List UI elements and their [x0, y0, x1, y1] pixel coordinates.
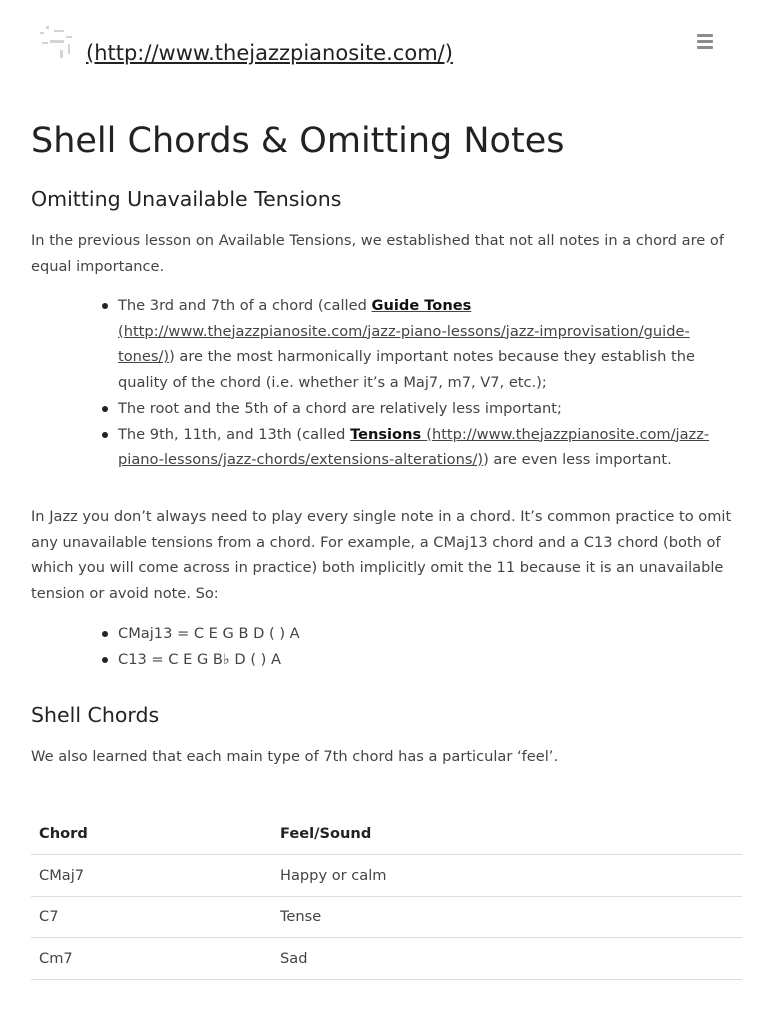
table-row — [31, 855, 742, 897]
list-item: The 9th, 11th, and 13th (called Tensions (http://www.thejazzpianosite.com/jazz-piano-lessons/jazz-chords/extensions-alterations/)) are even less important. — [118, 422, 738, 473]
guide-tones-link[interactable]: Guide Tones (http://www.thejazzpianosite.com/jazz-piano-lessons/jazz-improvisation/guide-tones/) — [118, 297, 690, 366]
list-item: CMaj13 = C E G B D ( ) A — [118, 621, 738, 647]
intro-paragraph: In the previous lesson on Available Tensions, we established that not all notes in a chord are of equal importance. — [31, 232, 724, 275]
table-row — [31, 938, 742, 980]
table-cell: Sad — [272, 938, 742, 980]
table-row — [31, 896, 742, 938]
site-home-link[interactable]: (http://www.thejazzpianosite.com/) — [86, 41, 453, 65]
list-item: C13 = C E G B♭ D ( ) A — [118, 647, 738, 673]
omit-tensions-paragraph: In Jazz you don’t always need to play every single note in a chord. It’s common practice to omit any unavailable tensions from a chord. For example, a CMaj13 chord and a C13 chord (both of which you will come across in practice) both implicitly omit the 11 because it is an unavailable tension or avoid note. So: — [31, 508, 732, 603]
list-item: The root and the 5th of a chord are relatively less important; — [118, 396, 738, 422]
chord-feel-table — [31, 813, 742, 980]
site-logo-icon[interactable] — [36, 22, 90, 64]
section-heading-omitting: Omitting Unavailable Tensions — [31, 187, 342, 211]
section-heading-shell-chords: Shell Chords — [31, 703, 160, 727]
feel-paragraph: We also learned that each main type of 7th chord has a particular ‘feel’. — [31, 748, 559, 765]
table-cell: C7 — [31, 896, 272, 938]
hamburger-menu-icon[interactable] — [695, 31, 717, 51]
table-cell: Happy or calm — [272, 855, 742, 897]
column-header-chord: Chord — [31, 813, 272, 855]
page-title: Shell Chords & Omitting Notes — [31, 121, 565, 161]
importance-list — [118, 293, 738, 473]
tensions-link[interactable]: Tensions (http://www.thejazzpianosite.com/jazz-piano-lessons/jazz-chords/extensions-alterations/) — [118, 425, 710, 469]
table-header-row — [31, 813, 742, 855]
column-header-feel: Feel/Sound — [272, 813, 742, 855]
site-header — [0, 0, 768, 90]
table-cell: Cm7 — [31, 938, 272, 980]
chord-examples-list — [118, 621, 738, 672]
table-cell: CMaj7 — [31, 855, 272, 897]
table-cell: Tense — [272, 896, 742, 938]
list-item: The 3rd and 7th of a chord (called Guide Tones (http://www.thejazzpianosite.com/jazz-piano-lessons/jazz-improvisation/guide-tones/)) are the most harmonically important notes because they establish the quality of the chord (i.e. whether it’s a Maj7, m7, V7, etc.); — [118, 293, 738, 396]
